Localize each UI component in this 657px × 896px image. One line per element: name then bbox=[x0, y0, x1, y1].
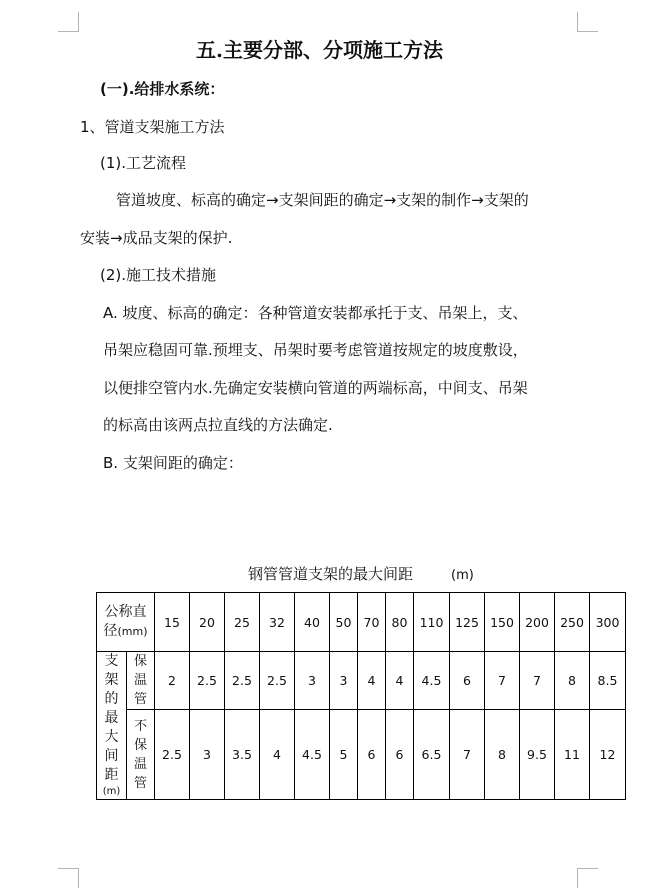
crop-mark-bottom-right bbox=[577, 868, 598, 888]
table-caption-unit: (m) bbox=[451, 568, 474, 583]
paragraph-a-line-2: 吊架应稳固可靠.预埋支、吊架时要考虑管道按规定的坡度敷设， bbox=[103, 341, 528, 359]
uninsulated-cell: 5 bbox=[330, 710, 358, 800]
uninsulated-cell: 11 bbox=[555, 710, 590, 800]
uninsulated-label-cell bbox=[127, 710, 155, 800]
table-caption-text: 钢管管道支架的最大间距 bbox=[248, 565, 414, 583]
diameter-cell: 50 bbox=[330, 593, 358, 652]
insulated-cell: 8 bbox=[555, 652, 590, 710]
uninsulated-cell: 12 bbox=[590, 710, 626, 800]
diameter-cell: 32 bbox=[260, 593, 295, 652]
spacing-group-label: 支架的最大间距 bbox=[104, 653, 119, 783]
table-row-uninsulated bbox=[97, 710, 626, 800]
crop-mark-top-left bbox=[58, 12, 79, 32]
diameter-cell: 110 bbox=[414, 593, 450, 652]
diameter-header-unit: (mm) bbox=[117, 625, 148, 638]
uninsulated-cell: 6.5 bbox=[414, 710, 450, 800]
crop-mark-bottom-left bbox=[58, 868, 79, 888]
insulated-cell: 2.5 bbox=[260, 652, 295, 710]
uninsulated-cell: 7 bbox=[450, 710, 485, 800]
uninsulated-cell: 6 bbox=[358, 710, 386, 800]
paragraph-a-line-4: 的标高由该两点拉直线的方法确定. bbox=[103, 416, 333, 434]
insulated-label-cell bbox=[127, 652, 155, 710]
uninsulated-cell: 4.5 bbox=[295, 710, 330, 800]
paragraph-a-line-3: 以便排空管内水.先确定安装横向管道的两端标高，中间支、吊架 bbox=[103, 379, 528, 397]
uninsulated-cell: 2.5 bbox=[155, 710, 190, 800]
insulated-cell: 7 bbox=[485, 652, 520, 710]
insulated-cell: 4.5 bbox=[414, 652, 450, 710]
crop-mark-top-right bbox=[577, 12, 598, 32]
insulated-cell: 6 bbox=[450, 652, 485, 710]
diameter-cell: 70 bbox=[358, 593, 386, 652]
uninsulated-label: 不保温管 bbox=[133, 718, 147, 791]
uninsulated-cell: 3 bbox=[190, 710, 225, 800]
diameter-cell: 80 bbox=[386, 593, 414, 652]
uninsulated-cell: 6 bbox=[386, 710, 414, 800]
table-row-insulated bbox=[97, 652, 626, 710]
insulated-cell: 2 bbox=[155, 652, 190, 710]
paragraph-process-line-2: 安装→成品支架的保护. bbox=[80, 229, 233, 247]
diameter-cell: 25 bbox=[225, 593, 260, 652]
section-heading: (一).给排水系统： bbox=[100, 80, 225, 98]
support-spacing-table bbox=[96, 592, 626, 800]
insulated-cell: 4 bbox=[386, 652, 414, 710]
diameter-header-cell bbox=[97, 593, 155, 652]
diameter-header-line1: 公称直 bbox=[104, 604, 147, 620]
page-heading: 五.主要分部、分项施工方法 bbox=[196, 38, 443, 62]
item-heading: 1、管道支架施工方法 bbox=[80, 118, 225, 136]
paragraph-b: B. 支架间距的确定： bbox=[103, 454, 243, 472]
insulated-cell: 3 bbox=[330, 652, 358, 710]
diameter-cell: 300 bbox=[590, 593, 626, 652]
diameter-cell: 40 bbox=[295, 593, 330, 652]
subheading-process: (1).工艺流程 bbox=[100, 154, 187, 172]
table-caption bbox=[248, 564, 474, 586]
diameter-cell: 20 bbox=[190, 593, 225, 652]
table-row-diameter bbox=[97, 593, 626, 652]
insulated-cell: 2.5 bbox=[225, 652, 260, 710]
insulated-cell: 3 bbox=[295, 652, 330, 710]
insulated-label: 保温管 bbox=[133, 654, 147, 707]
insulated-cell: 4 bbox=[358, 652, 386, 710]
insulated-cell: 2.5 bbox=[190, 652, 225, 710]
diameter-cell: 250 bbox=[555, 593, 590, 652]
diameter-cell: 15 bbox=[155, 593, 190, 652]
spacing-group-unit: (m) bbox=[102, 786, 121, 797]
subheading-measures: (2).施工技术措施 bbox=[100, 266, 217, 284]
diameter-cell: 125 bbox=[450, 593, 485, 652]
paragraph-process-line-1: 管道坡度、标高的确定→支架间距的确定→支架的制作→支架的 bbox=[116, 191, 529, 209]
insulated-cell: 8.5 bbox=[590, 652, 626, 710]
uninsulated-cell: 3.5 bbox=[225, 710, 260, 800]
uninsulated-cell: 4 bbox=[260, 710, 295, 800]
diameter-cell: 200 bbox=[520, 593, 555, 652]
paragraph-a-line-1: A. 坡度、标高的确定：各种管道安装都承托于支、吊架上，支、 bbox=[103, 304, 528, 322]
diameter-header-line2: 径 bbox=[103, 623, 118, 639]
uninsulated-cell: 8 bbox=[485, 710, 520, 800]
diameter-cell: 150 bbox=[485, 593, 520, 652]
spacing-group-label-cell bbox=[97, 652, 127, 800]
uninsulated-cell: 9.5 bbox=[520, 710, 555, 800]
insulated-cell: 7 bbox=[520, 652, 555, 710]
